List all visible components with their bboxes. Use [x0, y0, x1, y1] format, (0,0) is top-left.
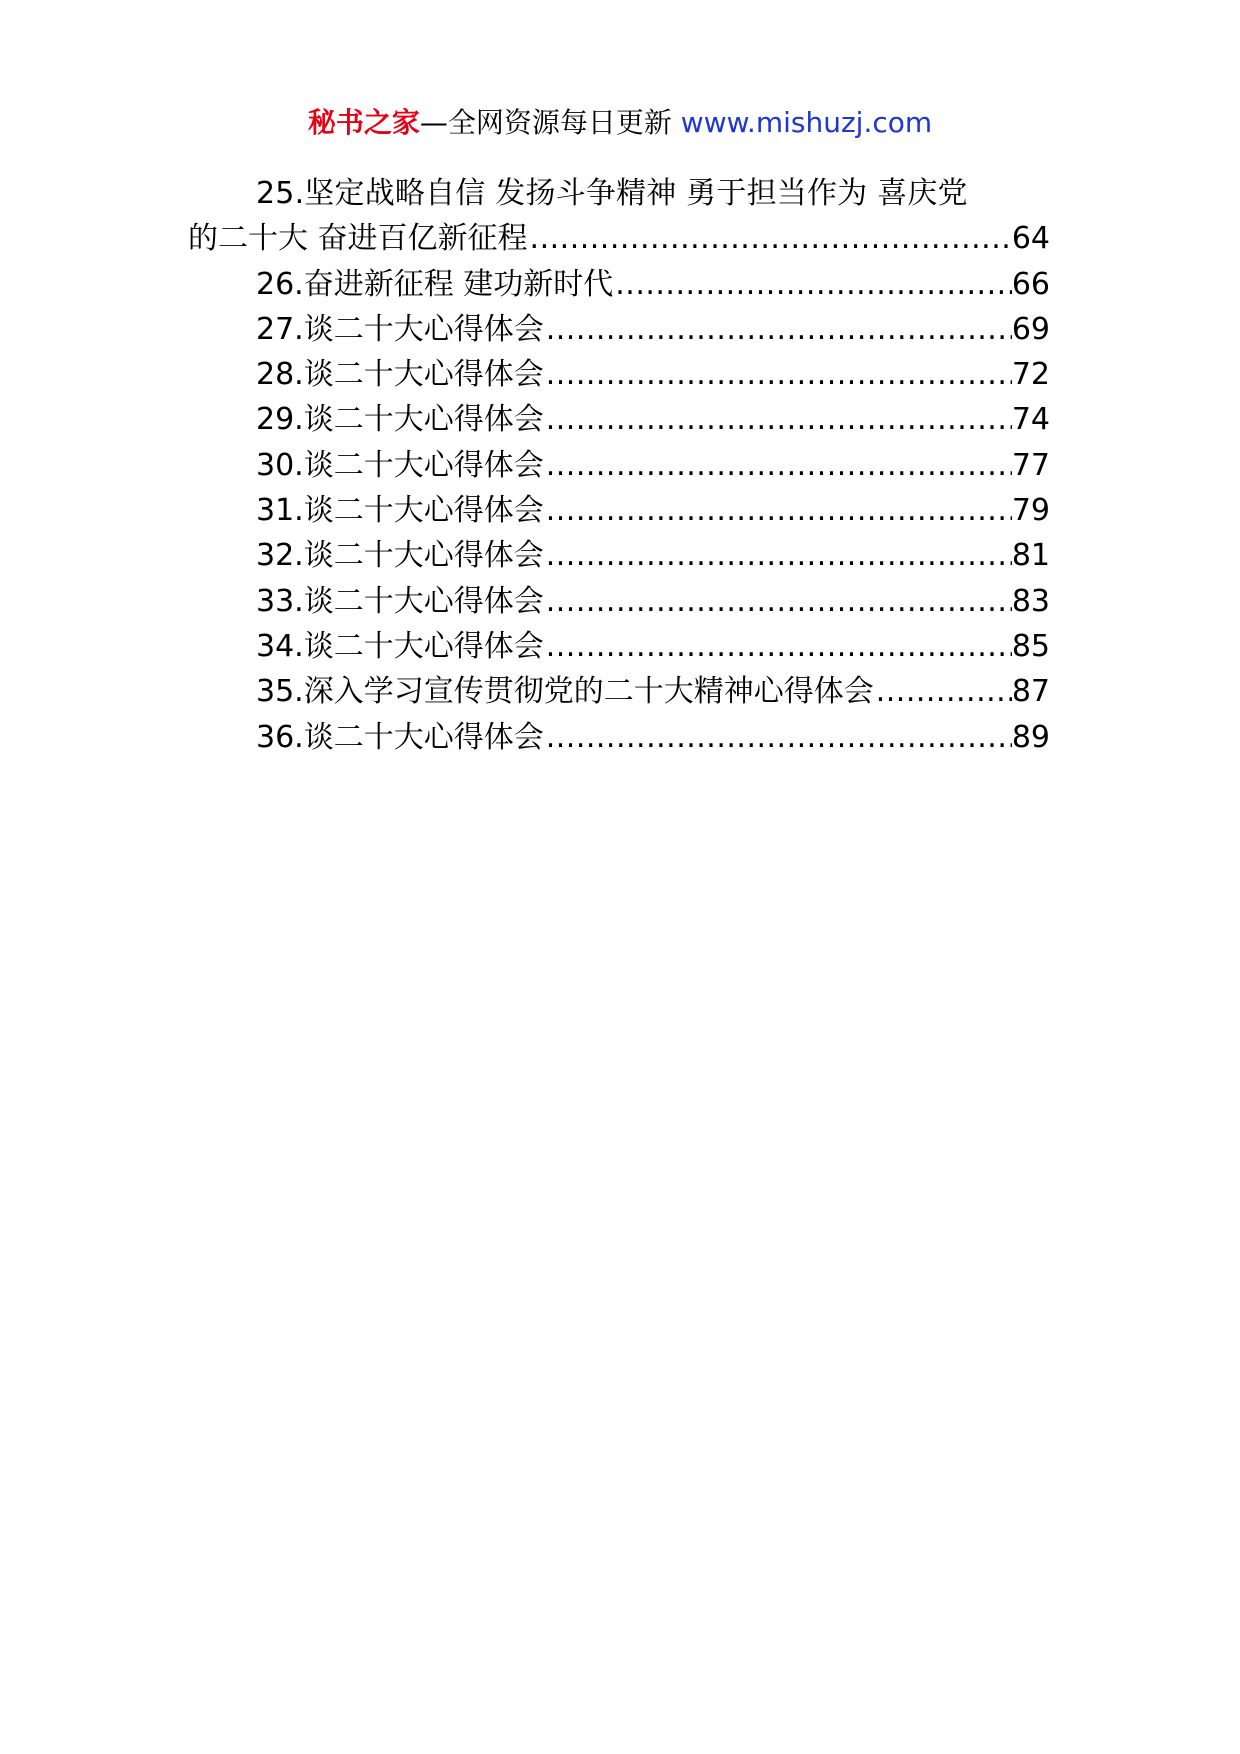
toc-page-number: 83 — [1011, 583, 1050, 619]
toc-page-number: 77 — [1011, 447, 1050, 483]
toc-entry-32[interactable] — [188, 533, 1050, 578]
toc-entry-title: 36.谈二十大心得体会 — [256, 719, 544, 755]
toc-entry-title: 32.谈二十大心得体会 — [256, 538, 544, 574]
toc-entry-30[interactable] — [188, 443, 1050, 488]
toc-page-number: 89 — [1011, 719, 1050, 755]
dot-leader — [613, 262, 1012, 307]
toc-entry-28[interactable] — [188, 352, 1050, 397]
table-of-contents — [188, 171, 1050, 760]
toc-entry-36[interactable] — [188, 715, 1050, 760]
toc-entry-title: 33.谈二十大心得体会 — [256, 583, 544, 619]
toc-entry-title: 30.谈二十大心得体会 — [256, 447, 544, 483]
toc-entry-title: 31.谈二十大心得体会 — [256, 493, 544, 529]
toc-page-number: 74 — [1011, 402, 1050, 438]
dot-leader — [544, 352, 1012, 397]
dot-leader — [544, 579, 1012, 624]
toc-page-number: 81 — [1011, 538, 1050, 574]
toc-entry-title: 28.谈二十大心得体会 — [256, 357, 544, 393]
toc-entry-title: 29.谈二十大心得体会 — [256, 402, 544, 438]
toc-page-number: 79 — [1011, 493, 1050, 529]
dot-leader — [544, 715, 1012, 760]
toc-page-number: 85 — [1011, 628, 1050, 664]
dot-leader — [874, 669, 1012, 714]
brand-name: 秘书之家 — [307, 106, 420, 139]
toc-page-number: 72 — [1011, 357, 1050, 393]
toc-entry-29[interactable] — [188, 397, 1050, 442]
toc-entry-continuation — [188, 216, 1050, 261]
toc-entry-31[interactable] — [188, 488, 1050, 533]
header-tagline: —全网资源每日更新 — [419, 106, 672, 139]
toc-entry-35[interactable] — [188, 669, 1050, 714]
dot-leader — [544, 307, 1012, 352]
toc-entry-33[interactable] — [188, 579, 1050, 624]
toc-page-number: 69 — [1011, 311, 1050, 347]
dot-leader — [544, 533, 1012, 578]
toc-page-number: 66 — [1011, 266, 1050, 302]
page-header — [0, 100, 1240, 146]
toc-entry-title: 34.谈二十大心得体会 — [256, 628, 544, 664]
toc-page-number: 64 — [1011, 221, 1050, 257]
toc-entry-25[interactable] — [188, 171, 1050, 262]
toc-entry-title: 25.坚定战略自信 发扬斗争精神 勇于担当作为 喜庆党 — [256, 176, 968, 211]
toc-entry-26[interactable] — [188, 262, 1050, 307]
toc-entry-title-continued: 的二十大 奋进百亿新征程 — [188, 221, 528, 257]
dot-leader — [544, 624, 1012, 669]
toc-entry-title: 26.奋进新征程 建功新时代 — [256, 266, 614, 302]
toc-entry-title: 27.谈二十大心得体会 — [256, 311, 544, 347]
toc-entry-27[interactable] — [188, 307, 1050, 352]
website-link[interactable]: www.mishuzj.com — [680, 106, 933, 139]
toc-page-number: 87 — [1011, 674, 1050, 710]
dot-leader — [528, 216, 1012, 261]
dot-leader — [544, 397, 1012, 442]
dot-leader — [544, 443, 1012, 488]
dot-leader — [544, 488, 1012, 533]
toc-entry-34[interactable] — [188, 624, 1050, 669]
toc-entry-title: 35.深入学习宣传贯彻党的二十大精神心得体会 — [256, 674, 874, 710]
